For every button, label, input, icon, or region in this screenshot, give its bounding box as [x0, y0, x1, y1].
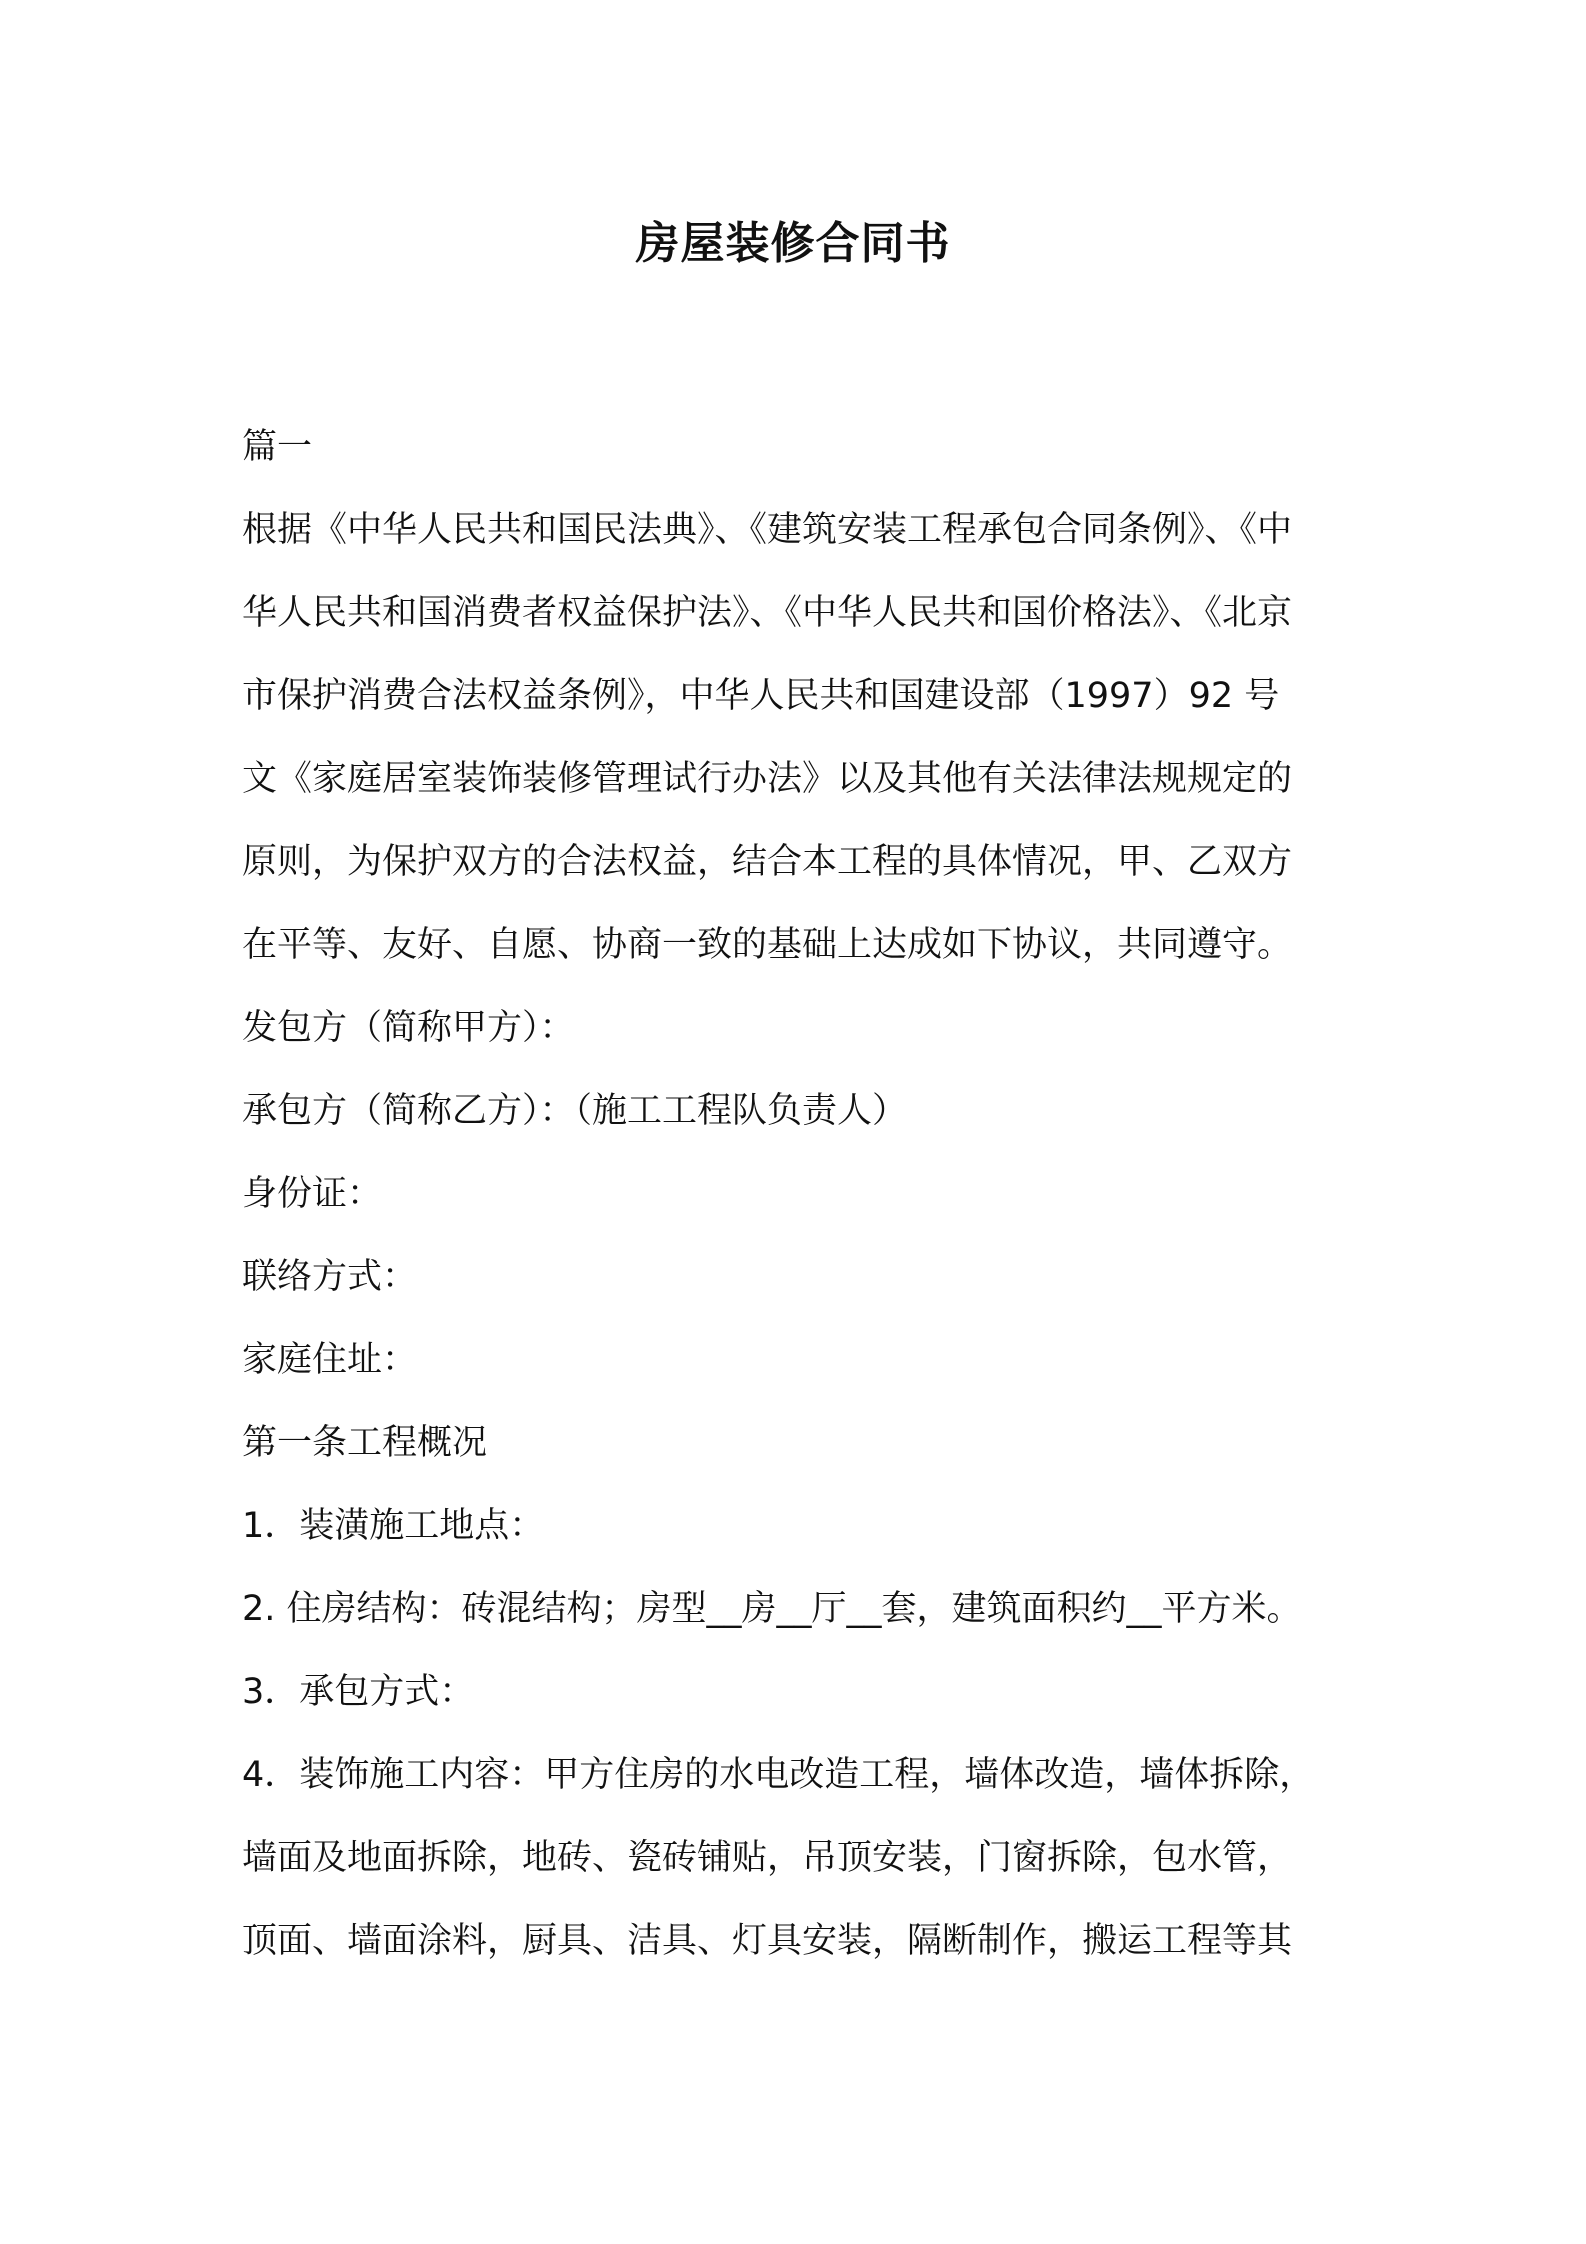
preamble-line: 原则，为保护双方的合法权益，结合本工程的具体情况，甲、乙双方	[242, 842, 1293, 882]
id-card-line: 身份证：	[242, 1174, 383, 1214]
home-address-line: 家庭住址：	[242, 1340, 418, 1380]
item-4-line: 墙面及地面拆除，地砖、瓷砖铺贴，吊顶安装，门窗拆除，包水管，	[242, 1838, 1293, 1878]
preamble-line: 市保护消费合法权益条例》，中华人民共和国建设部（1997）92 号	[242, 676, 1280, 716]
item-1-line: 1．装潢施工地点：	[242, 1506, 545, 1546]
party-a-line: 发包方（简称甲方）：	[242, 1008, 575, 1048]
section-label: 篇一	[242, 427, 313, 467]
item-2-line: 2. 住房结构：砖混结构；房型__房__厅__套，建筑面积约__平方米。	[242, 1589, 1302, 1629]
item-4-line: 顶面、墙面涂料，厨具、洁具、灯具安装，隔断制作，搬运工程等其	[242, 1921, 1293, 1961]
preamble-line: 华人民共和国消费者权益保护法》、《中华人民共和国价格法》、《北京	[242, 593, 1293, 633]
party-b-line: 承包方（简称乙方）：（施工工程队负责人）	[242, 1091, 908, 1131]
preamble-line: 根据《中华人民共和国民法典》、《建筑安装工程承包合同条例》、《中	[242, 510, 1293, 550]
document-body	[242, 406, 1362, 1983]
item-4-line: 4．装饰施工内容：甲方住房的水电改造工程，墙体改造，墙体拆除，	[242, 1755, 1315, 1795]
contact-line: 联络方式：	[242, 1257, 418, 1297]
document-title: 房屋装修合同书	[635, 218, 951, 269]
preamble-line: 文《家庭居室装饰装修管理试行办法》以及其他有关法律法规规定的	[242, 759, 1293, 799]
article-1-heading: 第一条工程概况	[242, 1423, 488, 1463]
preamble-line: 在平等、友好、自愿、协商一致的基础上达成如下协议，共同遵守。	[242, 925, 1293, 965]
item-3-line: 3．承包方式：	[242, 1672, 475, 1712]
